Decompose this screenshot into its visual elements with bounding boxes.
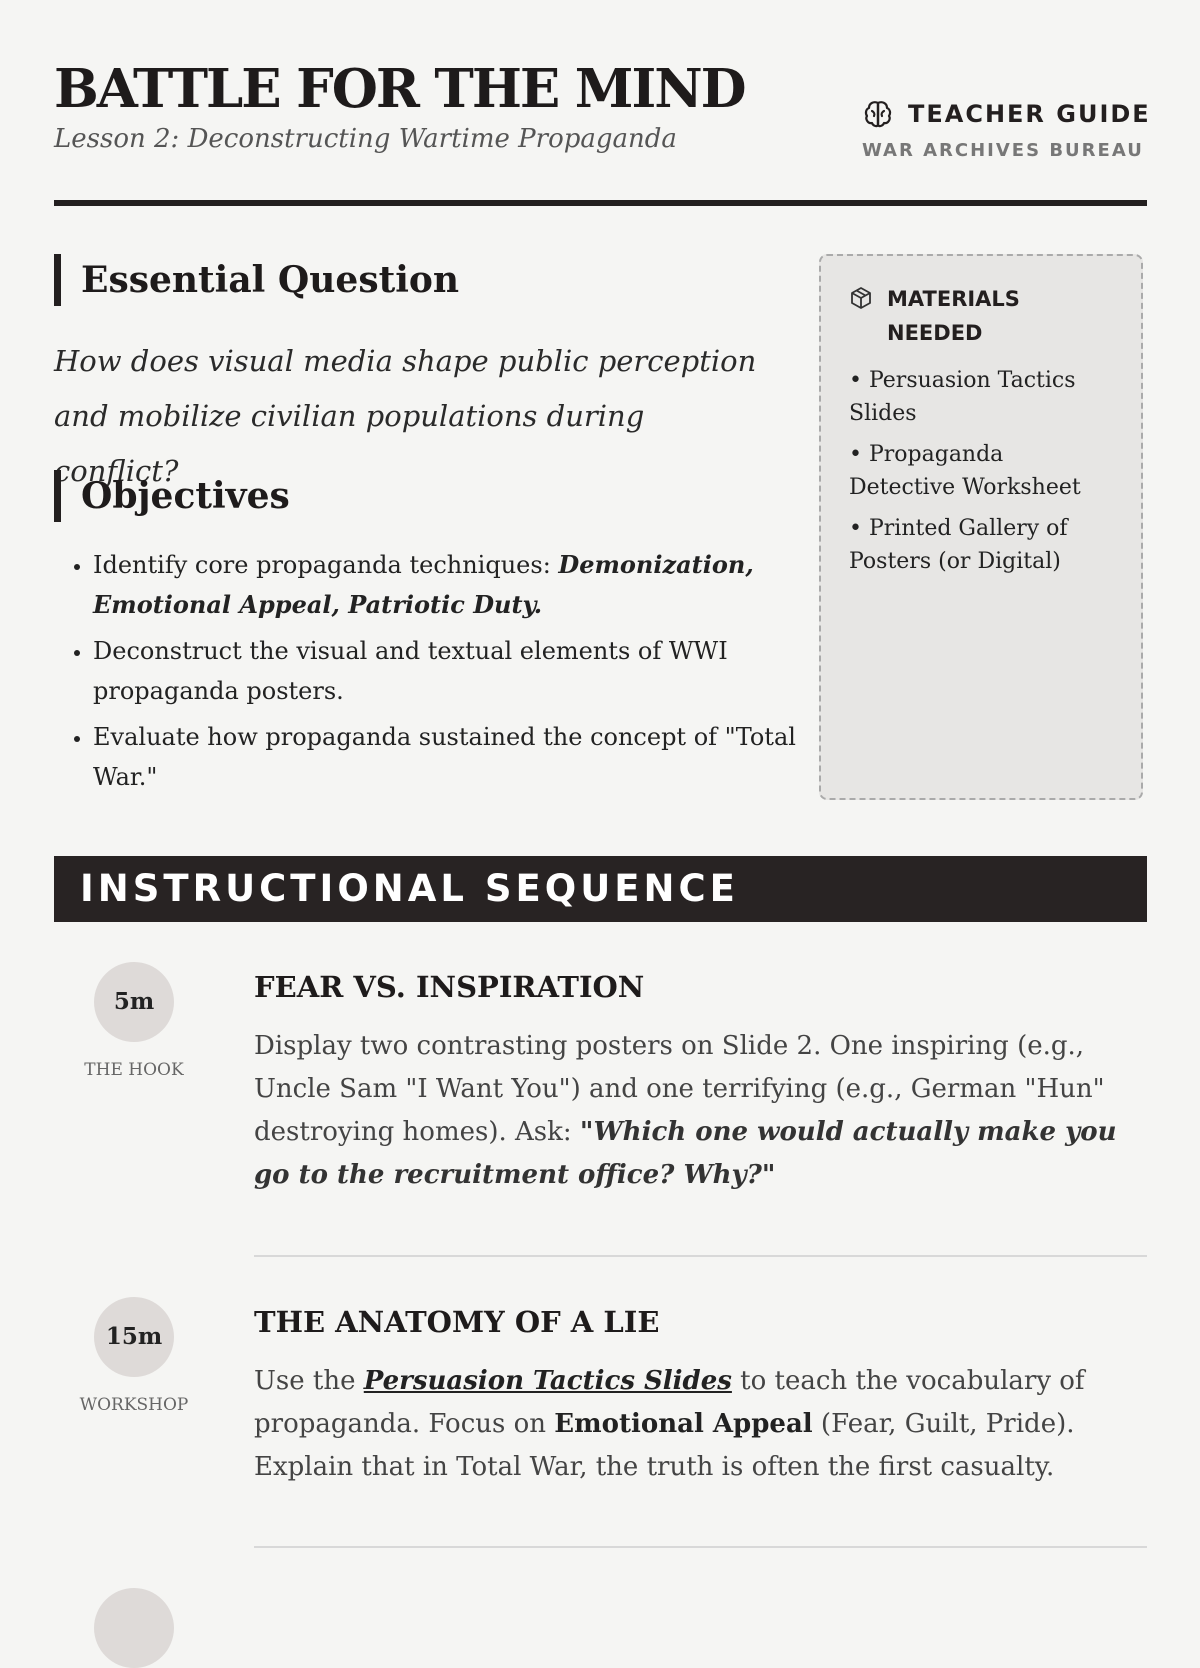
objective-item: • Evaluate how propaganda sustained the concept of "Total War." [93,717,798,797]
step-divider [254,1255,1147,1257]
objectives-list [54,545,798,803]
step-time-badge: 5m [94,962,174,1042]
step-time-badge [94,1588,174,1668]
brain-icon [862,98,894,130]
guide-label: TEACHER GUIDE [908,100,1151,128]
materials-list [849,364,1115,578]
objective-item: • Deconstruct the visual and textual elements of WWI propaganda posters. [93,631,798,711]
lesson-page [54,0,1151,1600]
step-divider [254,1546,1147,1548]
lesson-subtitle: Lesson 2: Deconstructing Wartime Propaganda [54,124,677,154]
page-title: BATTLE FOR THE MIND [54,58,745,120]
step-phase-label: WORKSHOP [79,1395,189,1415]
essential-question-text: How does visual media shape public perception and mobilize civilian populations during conflict? [54,344,757,488]
essential-question-heading: Essential Question [54,254,459,306]
material-item: • Printed Gallery of Posters (or Digital) [849,516,1068,574]
step-title: FEAR VS. INSPIRATION [254,970,645,1004]
step-title: THE ANATOMY OF A LIE [254,1305,660,1339]
materials-panel [819,254,1143,800]
step-description: Use the Persuasion Tactics Slides to teach the vocabulary of propaganda. Focus on Emotional Appeal (Fear, Guilt, Pride). Explain that in Total War, the truth is often the first casualty. [254,1366,1085,1482]
materials-title: MATERIALS NEEDED [887,287,1020,345]
material-item: • Persuasion Tactics Slides [849,368,1076,426]
instructional-sequence-heading: INSTRUCTIONAL SEQUENCE [54,856,1147,922]
objective-item: • Identify core propaganda techniques: Demonization, Emotional Appeal, Patriotic Duty. [93,545,798,625]
persuasion-slides-link[interactable]: Persuasion Tactics Slides [363,1366,732,1396]
objective-techniques: Demonization, Emotional Appeal, Patriotic Duty. [93,550,754,619]
material-item: • Propaganda Detective Worksheet [849,442,1081,500]
header [54,56,1151,206]
step-phase-label: THE HOOK [84,1060,184,1080]
bureau-label: WAR ARCHIVES BUREAU [862,140,1144,161]
emotional-appeal-term: Emotional Appeal [554,1409,813,1439]
objectives-heading: Objectives [54,470,290,522]
box-icon [849,286,873,310]
step-question: "Which one would actually make you go to the recruitment office? Why?" [254,1117,1117,1190]
guide-block [862,98,1151,161]
step-description: Display two contrasting posters on Slide 2. One inspiring (e.g., Uncle Sam "I Want You") and one terrifying (e.g., German "Hun" destroying homes). Ask: "Which one would actually make you go to the recruitment office? Why?" [254,1031,1117,1190]
step-time-badge: 15m [94,1297,174,1377]
